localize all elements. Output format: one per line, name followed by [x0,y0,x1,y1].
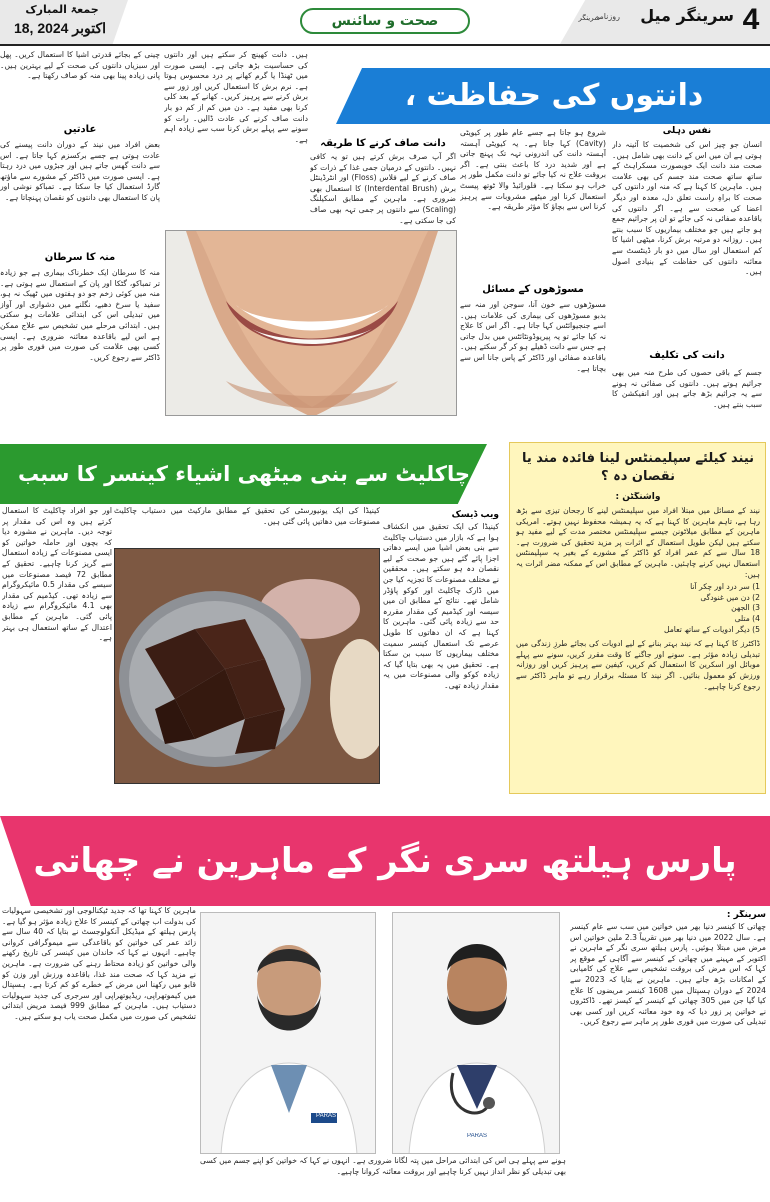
dental-subhead-gums-wrap [460,284,606,295]
chocolate-headline: چاکلیٹ سے بنی میٹھی اشیاء کینسر کا سبب [17,462,471,486]
dental-column-a: انسان جو چیز اس کی شخصیت کا آئینہ دار ہوتی ہے ان میں اس کے دانت بھی شامل ہیں۔ صحت مند دانت ایک خوبصورت مسکراہٹ کے ساتھ ساتھ صحت مند جسم کی بھی علامت ہیں۔ ماہرین کا کہنا ہے کہ منہ اور دانتوں کی صحت کا براہِ راست تعلق دل، معدہ اور دیگر اعضا کی صحت سے ہے۔ اگر دانتوں کی باقاعدہ صفائی نہ کی جائے تو ان پر جراثیم جمع ہو جاتے ہیں جو مختلف بیماریوں کا سبب بنتے ہیں۔ روزانہ دو مرتبہ برش کرنا، میٹھی اشیا کا کم استعمال اور سال میں دو بار ڈینٹسٹ سے معائنہ دانتوں کی حفاظت کے بنیادی اصول ہیں۔ [612,140,762,277]
doctor-illustration-left [201,913,376,1154]
dental-subhead-pain: دانت کی تکلیف [649,350,725,361]
supplements-list-item-3: 3) الجھن [731,603,760,613]
dental-column-c: اگر آپ صرف برش کرتے ہیں تو یہ کافی نہیں۔ دانتوں کے درمیان جمی غذا کے ذرات کو صاف کرنے کے لیے فلاس (Floss) اور انٹرڈینٹل برش (Interdental Brush) کا استعمال بھی ضروری ہے۔ ماہرین کے مطابق اسکیلنگ (Scaling) سے دانتوں پر جمی تہہ بھی صاف کی جا سکتی ہے۔ [310,152,456,225]
dental-subhead-habits: عادتیں [63,124,97,135]
masthead [0,0,770,44]
cancer-dateline: سرینگر : [726,910,766,920]
section-title: صحت و سائنس [300,8,470,34]
dental-column-d: ہیں۔ دانت کھینچ کر سکتے ہیں اور دانتوں کی حساسیت بڑھ جاتی ہے۔ ایسی صورت میں ٹھنڈا یا گرم کھانے پر درد محسوس ہوتا ہے۔ نرم برش کا استعمال کریں اور زور سے برش کرنے سے پرہیز کریں۔ کھانے کے بعد کلی کرنا بھی مفید ہے۔ دن میں کم از کم دو بار دانت صاف کرنے کی عادت ڈالیں۔ رات کو سونے سے پہلے برش کرنا سب سے زیادہ اہم ہے۔ [164,50,308,144]
smile-illustration [166,231,457,416]
newspaper-prefix: روزنامہ [594,12,620,21]
newspaper-city: سرینگر [578,14,600,22]
dental-column-e: چینی کے بجائے قدرتی اشیا کا استعمال کریں۔ پھل اور سبزیاں دانتوں کی صحت کے لیے بہترین ہیں۔ پانی زیادہ پینا بھی منہ کو صاف رکھتا ہے۔ [0,50,160,81]
dental-subhead-oral-cancer-wrap [0,252,160,263]
issue-date: 18, اکتوبر 2024 [13,20,107,36]
dental-author-name: نفس دہلی [662,126,712,136]
weekday-label: جمعۃ المبارک [25,3,99,16]
dental-column-h: مسوڑھوں سے خون آنا، سوجن اور منہ سے بدبو مسوڑھوں کی بیماری کی علامات ہیں۔ اسے جنجیوائٹس کہا جاتا ہے۔ اگر اس کا علاج نہ کیا جائے تو یہ پیریوڈونٹائٹس میں بدل جاتی ہے جس سے دانت ڈھیلے ہو کر گر سکتے ہیں۔ باقاعدہ صفائی اور ڈاکٹر کے پاس جانا اس سے بچاتا ہے۔ [460,300,606,373]
supplements-body [516,506,760,790]
cancer-column-c: ہونے سے پہلے ہی اس کی ابتدائی مراحل میں پتہ لگانا ضروری ہے۔ انہوں نے کہا کہ خواتین کو اپنے جسم میں کسی بھی تبدیلی کو نظر انداز نہیں کرنا چاہیے اور بروقت معائنہ کروانا چاہیے۔ [200,1156,566,1176]
newspaper-name: سرینگر میل [640,6,734,25]
chocolate-column-a: کینیڈا کی ایک تحقیق میں انکشاف ہوا ہے کہ بازار میں دستیاب چاکلیٹ سے بنی بعض اشیا میں ایسے دھاتی اجزا پائے گئے ہیں جو صحت کے لیے نقصان دہ ہو سکتے ہیں۔ محققین نے مختلف مصنوعات کا تجزیہ کیا جن میں ڈارک چاکلیٹ اور کوکو پاؤڈر شامل تھے۔ نتائج کے مطابق ان میں سیسہ اور کیڈمیم کی مقدار مقررہ حد سے زیادہ پائی گئی۔ ماہرین کا کہنا ہے کہ ان دھاتوں کا طویل عرصے تک استعمال کینسر سمیت مختلف بیماریوں کا سبب بن سکتا ہے۔ تحقیق میں یہ بھی بتایا گیا کہ زیادہ کوکو والی مصنوعات میں یہ مقدار زیادہ تھی۔ [383,522,499,690]
dental-author [612,126,762,136]
supplements-paragraph-1: نیند کے مسائل میں مبتلا افراد میں سپلیمنٹس لینے کا رجحان تیزی سے بڑھ رہا ہے، تاہم ماہرین کا کہنا ہے کہ یہ ہمیشہ محفوظ نہیں ہوتے۔ امریکی ماہرین کے مطابق میلاٹونن جیسے سپلیمنٹس مختصر مدت کے لیے مفید ہو سکتے ہیں لیکن طویل استعمال کے اثرات پر مزید تحقیق کی ضرورت ہے۔ 18 سال سے کم عمر افراد کو ڈاکٹر کے مشورے کے بغیر یہ سپلیمنٹس استعمال نہیں کرنے چاہئیں۔ ماہرین کے مطابق اس کے ممکنہ مضر اثرات یہ ہیں: [516,506,760,579]
supplements-list-item-5: 5) دیگر ادویات کے ساتھ تعامل [663,624,760,634]
chocolate-dateline: ویب ڈیسک [451,510,499,520]
dental-column-b: شروع ہو جاتا ہے جسے عام طور پر کیویٹی (Cavity) کہا جاتا ہے۔ یہ کیویٹی آہستہ آہستہ دانت کی اندرونی تہہ تک پہنچ جاتی ہے اور شدید درد کا باعث بنتی ہے۔ اگر بروقت علاج نہ کیا جائے تو دانت مکمل طور پر خراب ہو سکتا ہے۔ فلورائیڈ والا ٹوتھ پیسٹ استعمال کرنا اور میٹھے مشروبات سے پرہیز کرنا اس سے بچاؤ کا مؤثر طریقہ ہے۔ [460,128,606,212]
supplements-headline: نیند کیلئے سپلیمنٹس لینا فائدہ مند یا نقصان دہ ؟ [521,451,755,484]
cancer-headline: پارس ہیلتھ سری نگر کے ماہرین نے چھاتی [33,841,737,881]
supplements-dateline: واشنگٹن : [615,492,661,502]
doctor-photo-stethoscope [392,912,560,1154]
supplements-list-item-4: 4) متلی [734,613,760,623]
doctor-left-badge: PARAS [316,1113,336,1119]
dental-subhead-habits-wrap [0,124,160,135]
cancer-column-a: چھاتی کا کینسر دنیا بھر میں خواتین میں سب سے عام کینسر ہے۔ سال 2022 میں دنیا بھر میں تقریباً 2.3 ملین خواتین اس مرض میں مبتلا ہوئیں۔ پارس ہیلتھ سری نگر کے ماہرین نے اکتوبر کے مہینے میں چھاتی کے کینسر سے آگاہی کے موقع پر کہا کہ اس مرض کی بروقت تشخیص سے علاج کی کامیابی کے امکانات بڑھ جاتے ہیں۔ ماہرین نے بتایا کہ 2023 سے 2024 کے دوران ہسپتال میں 1608 کینسر مریضوں کا علاج کیا گیا جن میں 305 چھاتی کے کینسر کے کیسز تھے۔ ڈاکٹروں نے خواتین پر زور دیا کہ وہ خود معائنہ کریں اور کسی بھی تبدیلی کی صورت میں فوری طور پر ماہر سے رجوع کریں۔ [570,922,766,1027]
chocolate-column-b: اور جو افراد چاکلیٹ کا استعمال کرتے ہیں وہ اس کی مقدار پر توجہ دیں۔ ماہرین نے مشورہ دیا کہ بچوں اور حاملہ خواتین کو ایسی مصنوعات کے زیادہ استعمال سے گریز کرنا چاہیے۔ تحقیق کے مطابق 72 فیصد مصنوعات میں سیسے کی مقدار 0.5 مائیکروگرام سے زیادہ تھی۔ کیڈمیم کی مقدار بھی 4.1 مائیکروگرام سے زیادہ پائی گئی۔ ماہرین کے مطابق اعتدال کے ساتھ استعمال ہی بہتر ہے۔ [2,506,112,643]
doctor-right-badge: PARAS [467,1133,487,1139]
dental-column-f: بعض افراد میں نیند کے دوران دانت پیسنے کی عادت ہوتی ہے جسے برکسزم کہا جاتا ہے۔ اس سے دانت گھس جاتے ہیں اور جبڑوں میں درد رہتا ہے۔ ایسی صورت میں ڈاکٹر کے مشورے سے ماؤتھ گارڈ استعمال کیا جا سکتا ہے۔ تمباکو نوشی اور پان کا استعمال بھی دانتوں کو نقصان پہنچاتا ہے۔ [0,140,160,202]
cancer-column-b: ماہرین کا کہنا تھا کہ جدید ٹیکنالوجی اور تشخیصی سہولیات کی بدولت اب چھاتی کے کینسر کا علاج زیادہ مؤثر ہو گیا ہے۔ پارس ہیلتھ کے میڈیکل آنکولوجسٹ نے بتایا کہ 40 سال سے زائد عمر کی خواتین کو باقاعدگی سے میموگرافی کروانی چاہیے۔ انہوں نے کہا کہ خاندان میں کینسر کی تاریخ رکھنے والی خواتین کو زیادہ محتاط رہنے کی ضرورت ہے۔ ماہرین نے مزید کہا کہ صحت مند غذا، باقاعدہ ورزش اور وزن کو قابو میں رکھنا اس مرض کے خطرے کو کم کرتا ہے۔ ہسپتال میں کیموتھراپی، ریڈیوتھراپی اور سرجری کی جدید سہولیات دستیاب ہیں۔ ماہرین کے مطابق 999 فیصد مریض ابتدائی تشخیص کی صورت میں مکمل صحت یاب ہو سکتے ہیں۔ [2,906,196,1021]
supplements-list-item-2: 2) دن میں غنودگی [700,592,760,602]
page-number: 4 [742,3,760,36]
dental-subhead-gums: مسوڑھوں کے مسائل [482,284,584,295]
chocolate-photo [114,548,380,784]
supplements-list-item-1: 1) سر درد اور چکر آنا [690,582,760,592]
chocolate-illustration [115,549,380,784]
dental-column-i: جسم کے باقی حصوں کی طرح منہ میں بھی جراثیم ہوتے ہیں۔ دانتوں کی صفائی نہ ہونے سے یہ جراثیم بڑھ جاتے ہیں اور انفیکشن کا سبب بنتے ہیں۔ [612,368,762,409]
dental-column-g: منہ کا سرطان ایک خطرناک بیماری ہے جو زیادہ تر تمباکو، گٹکا اور پان کے استعمال سے ہوتی ہے۔ منہ میں کوئی زخم جو دو ہفتوں میں ٹھیک نہ ہو، سفید یا سرخ دھبے، نگلنے میں دشواری اور آواز میں تبدیلی اس کی ابتدائی علامات ہو سکتی ہیں۔ ابتدائی مرحلے میں تشخیص سے علاج ممکن ہے اس لیے باقاعدہ معائنہ ضروری ہے۔ ایسی کسی بھی علامت کی صورت میں فوری طور پر ڈاکٹر سے رجوع کریں۔ [0,268,160,362]
supplements-paragraph-2: ڈاکٹرز کا کہنا ہے کہ نیند بہتر بنانے کے لیے ادویات کی بجائے طرزِ زندگی میں تبدیلی زیادہ مؤثر ہے۔ سونے اور جاگنے کا وقت مقرر کریں، سونے سے پہلے موبائل اور اسکرین کا استعمال کم کریں، کیفین سے پرہیز کریں اور روزانہ ورزش کو معمول بنائیں۔ اگر نیند کا مسئلہ برقرار رہے تو ماہر ڈاکٹر سے رجوع کرنا چاہیے۔ [516,639,760,691]
dental-headline: دانتوں کی حفاظت ، [404,78,704,113]
dental-subhead-pain-wrap [612,350,762,361]
cancer-dateline-wrap [570,910,766,920]
chocolate-column-c: کینیڈا کی ایک یونیورسٹی کی تحقیق کے مطابق مارکیٹ میں دستیاب چاکلیٹ مصنوعات میں دھاتیں پائی گئی ہیں۔ [114,506,380,526]
smiling-teeth-photo [165,230,457,416]
dental-subhead-clean-wrap [310,138,456,149]
dental-subhead-clean: دانت صاف کرنے کا طریقہ [320,138,446,149]
doctor-illustration-right [393,913,560,1154]
doctor-photo-bearded [200,912,376,1154]
masthead-rule [0,44,770,46]
dental-subhead-oral-cancer: منہ کا سرطان [44,252,116,263]
chocolate-dateline-wrap [383,510,499,520]
